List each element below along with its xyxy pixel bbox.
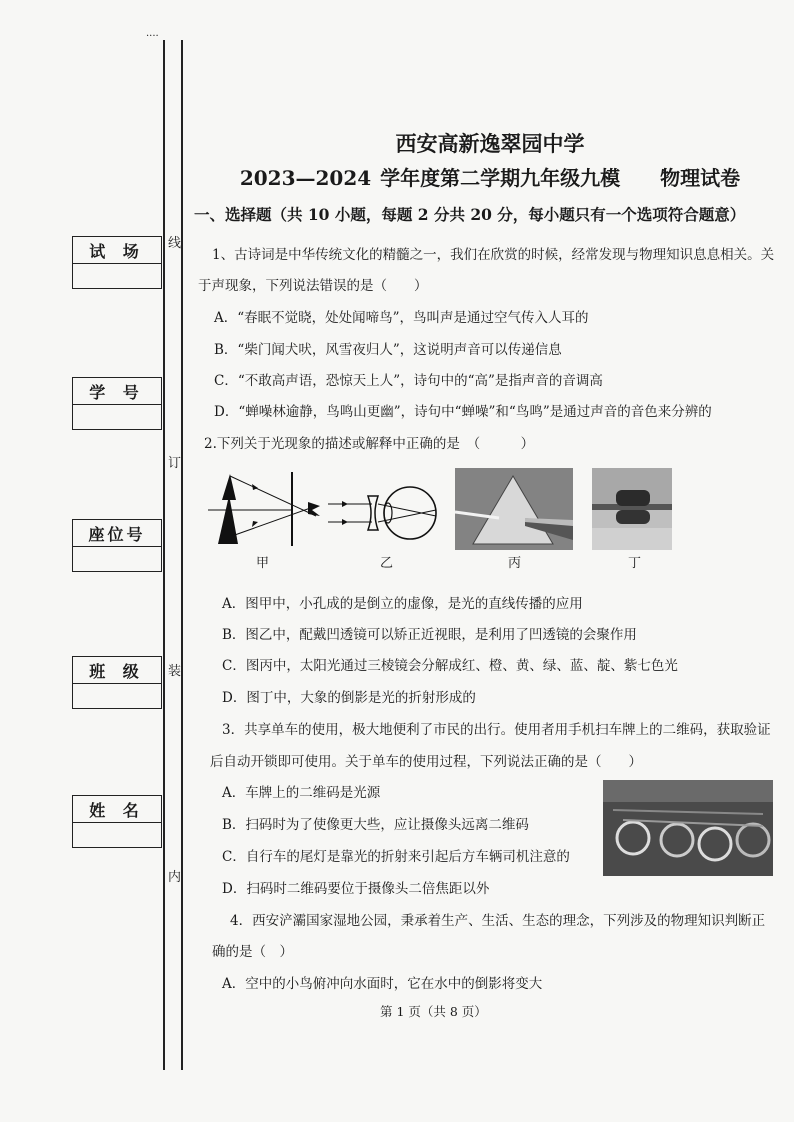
info-label: 学 号 xyxy=(73,378,161,405)
eye-lens-figure xyxy=(328,482,440,544)
q2-option-a: A．图甲中，小孔成的是倒立的虚像，是光的直线传播的应用 xyxy=(222,596,583,612)
q2-option-c: C．图丙中，太阳光通过三棱镜会分解成红、橙、黄、绿、蓝、靛、紫七色光 xyxy=(222,658,678,674)
prism-photo xyxy=(455,468,573,550)
elephant-photo xyxy=(592,468,672,550)
info-box-name xyxy=(72,795,162,848)
class-field[interactable] xyxy=(73,684,161,708)
shared-bikes-photo xyxy=(603,780,773,876)
q1-stem-line2: 于声现象，下列说法错误的是（ ） xyxy=(198,278,428,294)
exam-room-field[interactable] xyxy=(73,264,161,288)
binding-char-xian: 线 xyxy=(168,236,182,251)
info-box-seat xyxy=(72,519,162,572)
info-box-exam-room xyxy=(72,236,162,289)
q1-option-c: C．“不敢高声语，恐惊天上人”，诗句中的“高”是指声音的音调高 xyxy=(214,373,603,389)
page-number: 第 1 页（共 8 页） xyxy=(380,1004,487,1019)
figure-caption-jia: 甲 xyxy=(256,556,270,571)
binding-line-left xyxy=(163,40,165,1070)
q1-option-b: B．“柴门闻犬吠，风雪夜归人”，这说明声音可以传递信息 xyxy=(214,342,562,358)
name-field[interactable] xyxy=(73,823,161,847)
student-id-field[interactable] xyxy=(73,405,161,429)
figure-caption-yi: 乙 xyxy=(380,556,394,571)
seat-field[interactable] xyxy=(73,547,161,571)
q2-stem: 2.下列关于光现象的描述或解释中正确的是 （ ） xyxy=(204,436,535,452)
q1-option-d: D．“蝉噪林逾静，鸟鸣山更幽”，诗句中“蝉噪”和“鸟鸣”是通过声音的音色来分辨的 xyxy=(214,404,712,420)
q4-stem-line2: 确的是（ ） xyxy=(212,944,293,960)
q3-option-d: D．扫码时二维码要位于摄像头二倍焦距以外 xyxy=(222,881,490,897)
q3-stem-line2: 后自动开锁即可使用。关于单车的使用过程，下列说法正确的是（ ） xyxy=(210,754,642,770)
exam-title: 2023—2024 学年度第二学期九年级九模 物理试卷 xyxy=(239,166,741,190)
q3-option-a: A．车牌上的二维码是光源 xyxy=(222,785,381,801)
q1-stem-line1: 1、古诗词是中华传统文化的精髓之一，我们在欣赏的时候，经常发现与物理知识息息相关。关 xyxy=(212,247,775,263)
info-label: 班 级 xyxy=(73,657,161,684)
binding-char-zhuang: 装 xyxy=(168,664,182,679)
info-label: 试 场 xyxy=(73,237,161,264)
info-label: 座位号 xyxy=(73,520,161,547)
q3-option-c: C．自行车的尾灯是靠光的折射来引起后方车辆司机注意的 xyxy=(222,849,570,865)
q2-option-b: B．图乙中，配戴凹透镜可以矫正近视眼，是利用了凹透镜的会聚作用 xyxy=(222,627,637,643)
binding-line-right xyxy=(181,40,183,1070)
binding-char-ding: 订 xyxy=(168,456,182,471)
q2-option-d: D．图丁中，大象的倒影是光的折射形成的 xyxy=(222,690,476,706)
q3-option-b: B．扫码时为了使像更大些，应让摄像头远离二维码 xyxy=(222,817,529,833)
figure-caption-ding: 丁 xyxy=(628,556,642,571)
info-label: 姓 名 xyxy=(73,796,161,823)
q4-stem-line1: 4．西安浐灞国家湿地公园，秉承着生产、生活、生态的理念，下列涉及的物理知识判断正 xyxy=(230,913,766,929)
q1-option-a: A．“春眠不觉晓，处处闻啼鸟”，鸟叫声是通过空气传入人耳的 xyxy=(214,310,589,326)
q4-option-a: A．空中的小鸟俯冲向水面时，它在水中的倒影将变大 xyxy=(222,976,543,992)
figure-caption-bing: 丙 xyxy=(508,556,522,571)
binding-char-nei: 内 xyxy=(168,870,182,885)
info-box-student-id xyxy=(72,377,162,430)
info-box-class xyxy=(72,656,162,709)
section-title: 一、选择题（共 10 小题，每题 2 分共 20 分，每小题只有一个选项符合题意） xyxy=(194,205,746,224)
school-title: 西安高新逸翠园中学 xyxy=(395,131,585,156)
pinhole-figure xyxy=(208,470,326,548)
q3-stem-line1: 3．共享单车的使用，极大地便利了市民的出行。使用者用手机扫车牌上的二维码，获取验证 xyxy=(222,722,771,738)
corner-mark: .... xyxy=(146,28,159,39)
